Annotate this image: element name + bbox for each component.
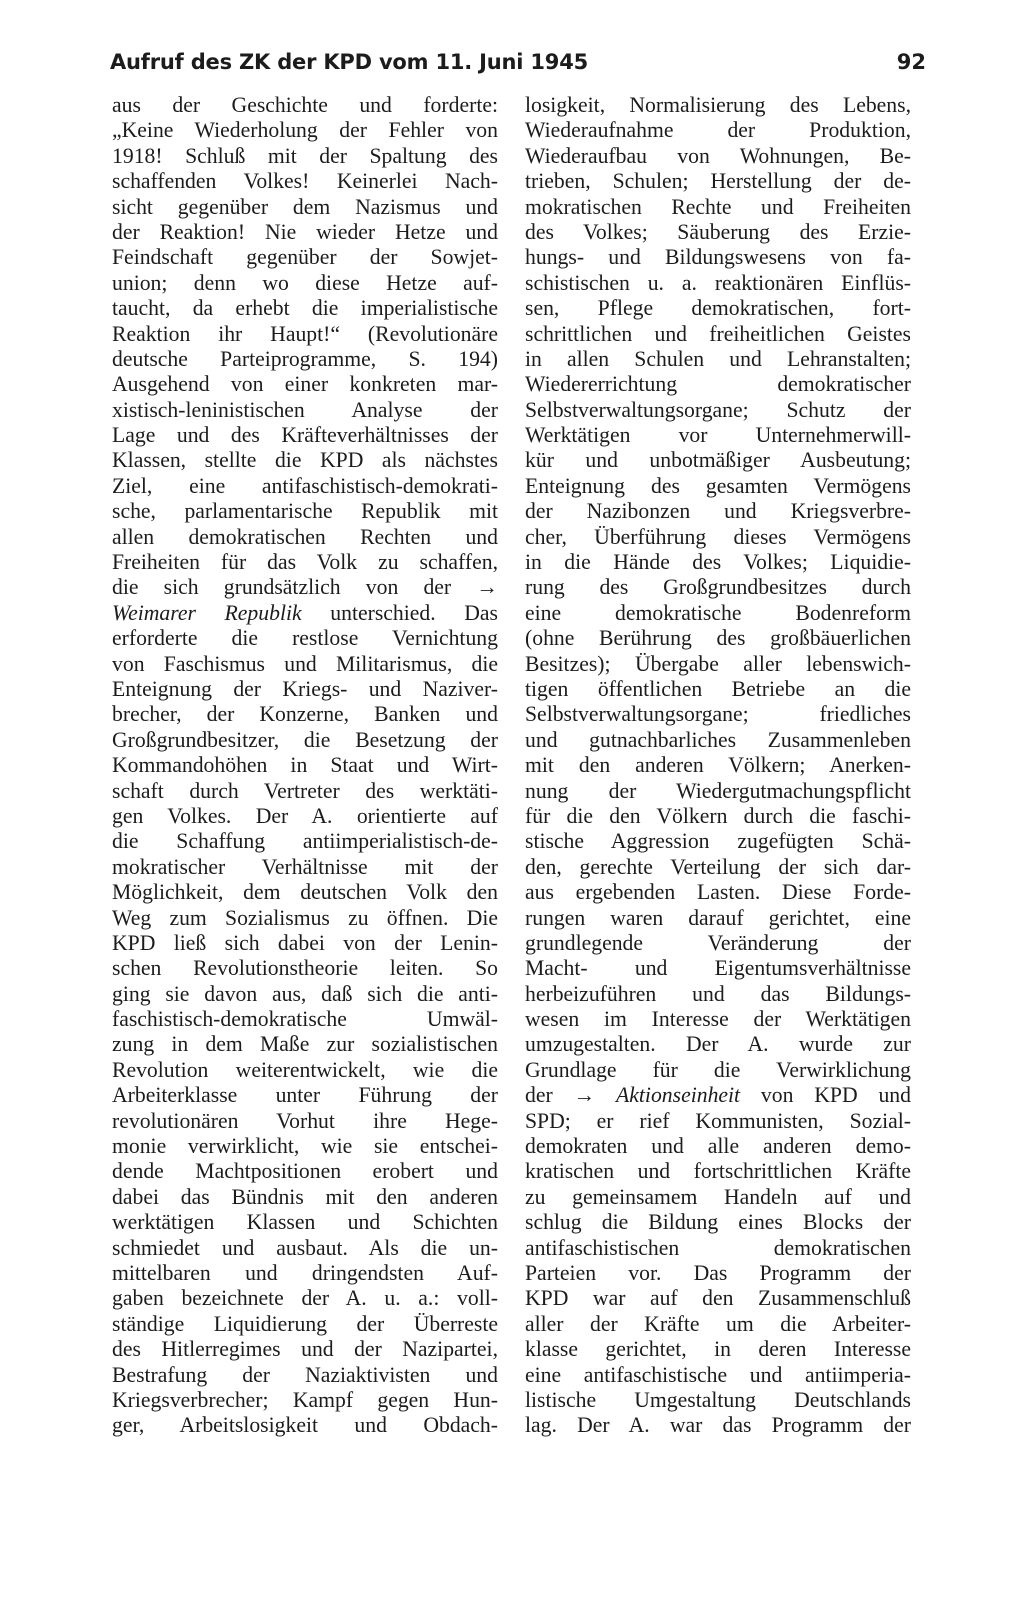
- text-line: Möglichkeit, dem deutschen Volk den: [112, 880, 498, 905]
- text-line: Revolution weiterentwickelt, wie die: [112, 1057, 498, 1082]
- text-line: mokratischer Verhältnisse mit der: [112, 854, 498, 879]
- text-line: dende Machtpositionen erobert und: [112, 1159, 498, 1184]
- text-line: die Schaffung antiimperialistisch-de-: [112, 829, 498, 854]
- text-line: sen, Pflege demokratischen, fort-: [525, 296, 911, 321]
- text-line: tigen öffentlichen Betriebe an die: [525, 676, 911, 701]
- text-line: union; denn wo diese Hetze auf-: [112, 270, 498, 295]
- text-line: Freiheiten für das Volk zu schaffen,: [112, 550, 498, 575]
- text-line: trieben, Schulen; Herstellung der de-: [525, 169, 911, 194]
- text-line: des Hitlerregimes und der Nazipartei,: [112, 1337, 498, 1362]
- text-line: lag. Der A. war das Programm der: [525, 1413, 911, 1438]
- text-line: Ausgehend von einer konkreten mar-: [112, 372, 498, 397]
- text-line: schaft durch Vertreter des werktäti-: [112, 778, 498, 803]
- text-line: grundlegende Veränderung der: [525, 930, 911, 955]
- text-line: herbeizuführen und das Bildungs-: [525, 981, 911, 1006]
- text-line: aus ergebenden Lasten. Diese Forde-: [525, 880, 911, 905]
- text-line: losigkeit, Normalisierung des Lebens,: [525, 93, 911, 117]
- text-line: mit den anderen Völkern; Anerken-: [525, 753, 911, 778]
- text-line: rung des Großgrundbesitzes durch: [525, 575, 911, 600]
- text-line: faschistisch-demokratische Umwäl-: [112, 1007, 498, 1032]
- text-line: und gutnachbarliches Zusammenleben: [525, 727, 911, 752]
- text-line: Werktätigen vor Unternehmerwill-: [525, 423, 911, 448]
- text-line: 1918! Schluß mit der Spaltung des: [112, 143, 498, 168]
- text-line: eine antifaschistische und antiimperia-: [525, 1362, 911, 1387]
- text-line: mokratischen Rechte und Freiheiten: [525, 194, 911, 219]
- text-column-left: [112, 93, 498, 1439]
- text-line: cher, Überführung dieses Vermögens: [525, 524, 911, 549]
- text-line: „Keine Wiederholung der Fehler von: [112, 118, 498, 143]
- text-line: sche, parlamentarische Republik mit: [112, 499, 498, 524]
- page-header: [110, 50, 926, 84]
- text-line: aus der Geschichte und forderte:: [112, 93, 498, 117]
- text-line: Kriegsverbrecher; Kampf gegen Hun-: [112, 1387, 498, 1412]
- text-line: Wiederaufbau von Wohnungen, Be-: [525, 143, 911, 168]
- text-line: monie verwirklicht, wie sie entschei-: [112, 1134, 498, 1159]
- text-line: Klassen, stellte die KPD als nächstes: [112, 448, 498, 473]
- text-line: brecher, der Konzerne, Banken und: [112, 702, 498, 727]
- text-line: Macht- und Eigentumsverhältnisse: [525, 956, 911, 981]
- text-line: schaffenden Volkes! Keinerlei Nach-: [112, 169, 498, 194]
- text-line: wesen im Interesse der Werktätigen: [525, 1007, 911, 1032]
- text-line: in die Hände des Volkes; Liquidie-: [525, 550, 911, 575]
- text-line: Grundlage für die Verwirklichung: [525, 1057, 911, 1082]
- text-line: kratischen und fortschrittlichen Kräfte: [525, 1159, 911, 1184]
- text-line: Selbstverwaltungsorgane; Schutz der: [525, 397, 911, 422]
- text-line: KPD war auf den Zusammenschluß: [525, 1286, 911, 1311]
- text-line: Weimarer Republik unterschied. Das: [112, 600, 498, 625]
- text-line: sicht gegenüber dem Nazismus und: [112, 194, 498, 219]
- text-line: Arbeiterklasse unter Führung der: [112, 1083, 498, 1108]
- text-line: stische Aggression zugefügten Schä-: [525, 829, 911, 854]
- text-line: erforderte die restlose Vernichtung: [112, 626, 498, 651]
- text-line: rungen waren darauf gerichtet, eine: [525, 905, 911, 930]
- text-line: von Faschismus und Militarismus, die: [112, 651, 498, 676]
- text-line: werktätigen Klassen und Schichten: [112, 1210, 498, 1235]
- text-line: Wiederaufnahme der Produktion,: [525, 118, 911, 143]
- text-line: der → Aktionseinheit von KPD und: [525, 1083, 911, 1108]
- text-line: schen Revolutionstheorie leiten. So: [112, 956, 498, 981]
- text-line: Bestrafung der Naziaktivisten und: [112, 1362, 498, 1387]
- text-line: ger, Arbeitslosigkeit und Obdach-: [112, 1413, 498, 1438]
- text-line: KPD ließ sich dabei von der Lenin-: [112, 930, 498, 955]
- text-line: revolutionären Vorhut ihre Hege-: [112, 1108, 498, 1133]
- text-line: antifaschistischen demokratischen: [525, 1235, 911, 1260]
- text-line: Ziel, eine antifaschistisch-demokrati-: [112, 473, 498, 498]
- text-line: umzugestalten. Der A. wurde zur: [525, 1032, 911, 1057]
- text-line: Weg zum Sozialismus zu öffnen. Die: [112, 905, 498, 930]
- text-line: allen demokratischen Rechten und: [112, 524, 498, 549]
- text-line: Lage und des Kräfteverhältnisses der: [112, 423, 498, 448]
- text-line: die sich grundsätzlich von der →: [112, 575, 498, 600]
- text-line: Reaktion ihr Haupt!“ (Revolutionäre: [112, 321, 498, 346]
- text-line: dabei das Bündnis mit den anderen: [112, 1184, 498, 1209]
- text-line: Wiedererrichtung demokratischer: [525, 372, 911, 397]
- text-line: für die den Völkern durch die faschi-: [525, 803, 911, 828]
- text-line: Feindschaft gegenüber der Sowjet-: [112, 245, 498, 270]
- text-line: gen Volkes. Der A. orientierte auf: [112, 803, 498, 828]
- text-line: Besitzes); Übergabe aller lebenswich-: [525, 651, 911, 676]
- text-line: Kommandohöhen in Staat und Wirt-: [112, 753, 498, 778]
- text-line: Parteien vor. Das Programm der: [525, 1260, 911, 1285]
- text-line: in allen Schulen und Lehranstalten;: [525, 346, 911, 371]
- text-line: kür und unbotmäßiger Ausbeutung;: [525, 448, 911, 473]
- text-line: gaben bezeichnete der A. u. a.: voll-: [112, 1286, 498, 1311]
- text-line: deutsche Parteiprogramme, S. 194): [112, 346, 498, 371]
- text-line: Großgrundbesitzer, die Besetzung der: [112, 727, 498, 752]
- text-line: nung der Wiedergutmachungspflicht: [525, 778, 911, 803]
- text-line: klasse gerichtet, in deren Interesse: [525, 1337, 911, 1362]
- text-column-right: [525, 93, 911, 1439]
- text-line: (ohne Berührung des großbäuerlichen: [525, 626, 911, 651]
- text-line: Enteignung der Kriegs- und Naziver-: [112, 676, 498, 701]
- text-line: schlug die Bildung eines Blocks der: [525, 1210, 911, 1235]
- text-line: taucht, da erhebt die imperialistische: [112, 296, 498, 321]
- text-line: der Nazibonzen und Kriegsverbre-: [525, 499, 911, 524]
- text-line: schrittlichen und freiheitlichen Geistes: [525, 321, 911, 346]
- text-line: aller der Kräfte um die Arbeiter-: [525, 1311, 911, 1336]
- text-line: den, gerechte Verteilung der sich dar-: [525, 854, 911, 879]
- text-line: Selbstverwaltungsorgane; friedliches: [525, 702, 911, 727]
- text-line: zu gemeinsamem Handeln auf und: [525, 1184, 911, 1209]
- text-line: schmiedet und ausbaut. Als die un-: [112, 1235, 498, 1260]
- text-line: schistischen u. a. reaktionären Einflüs-: [525, 270, 911, 295]
- text-line: ständige Liquidierung der Überreste: [112, 1311, 498, 1336]
- text-line: xistisch-leninistischen Analyse der: [112, 397, 498, 422]
- text-line: listische Umgestaltung Deutschlands: [525, 1387, 911, 1412]
- text-line: eine demokratische Bodenreform: [525, 600, 911, 625]
- text-line: ging sie davon aus, daß sich die anti-: [112, 981, 498, 1006]
- running-head: Aufruf des ZK der KPD vom 11. Juni 1945: [110, 50, 589, 74]
- text-line: der Reaktion! Nie wieder Hetze und: [112, 219, 498, 244]
- text-line: hungs- und Bildungswesens von fa-: [525, 245, 911, 270]
- text-line: des Volkes; Säuberung des Erzie-: [525, 219, 911, 244]
- text-line: mittelbaren und dringendsten Auf-: [112, 1260, 498, 1285]
- text-line: demokraten und alle anderen demo-: [525, 1134, 911, 1159]
- text-line: Enteignung des gesamten Vermögens: [525, 473, 911, 498]
- text-line: SPD; er rief Kommunisten, Sozial-: [525, 1108, 911, 1133]
- text-line: zung in dem Maße zur sozialistischen: [112, 1032, 498, 1057]
- page-number: 92: [896, 50, 926, 74]
